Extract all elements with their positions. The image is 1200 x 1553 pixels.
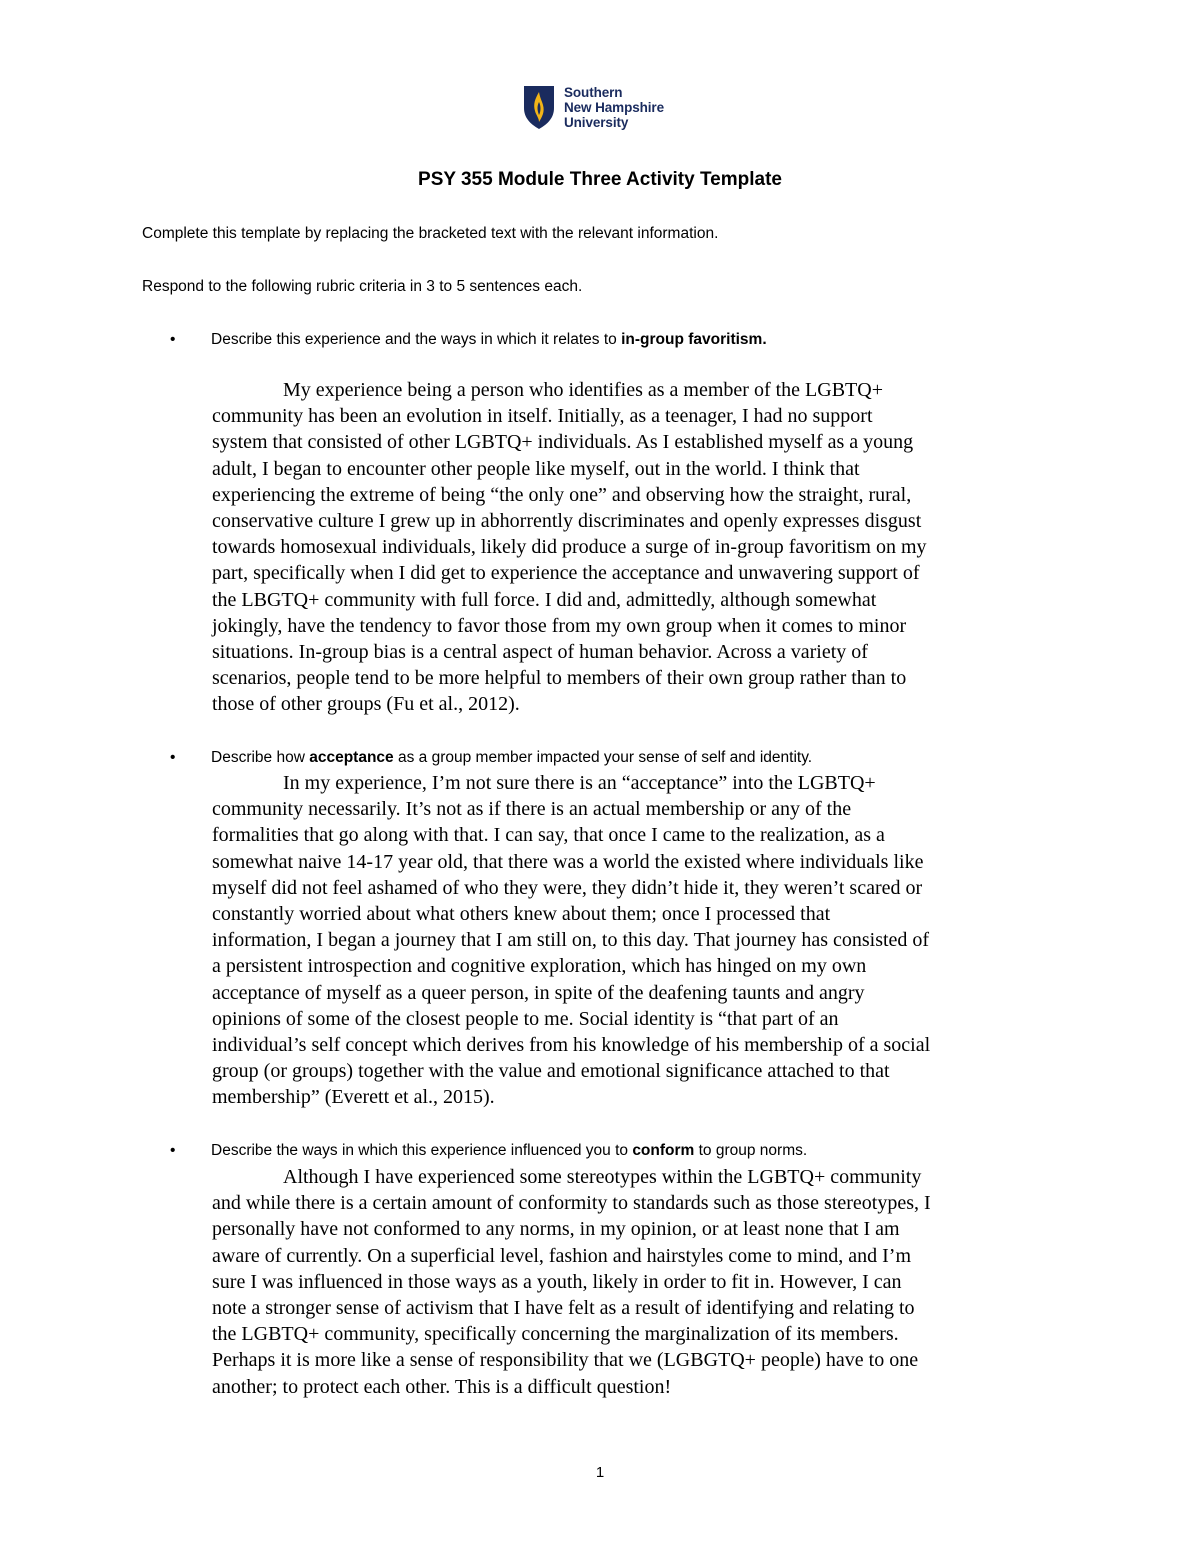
university-logo	[522, 84, 664, 130]
prompt-text: Describe this experience and the ways in which it relates to in-group favoritism.	[211, 331, 767, 348]
response-line: system that consisted of other LGBTQ+ individuals. As I established myself as a young	[212, 431, 914, 454]
response-line: the LBGTQ+ community with full force. I did and, admittedly, although somewhat	[212, 588, 877, 611]
response-line: individual’s self concept which derives from his knowledge of his membership of a social	[212, 1033, 931, 1056]
logo-wordmark	[564, 85, 664, 130]
response-line: a persistent introspection and cognitive exploration, which has hinged on my own	[212, 955, 867, 978]
response-line: experiencing the extreme of being “the only one” and observing how the straight, rural,	[212, 483, 912, 506]
instruction-line-1: Complete this template by replacing the bracketed text with the relevant information.	[142, 225, 719, 242]
response-line: scenarios, people tend to be more helpful to members of their own group rather than to	[212, 667, 907, 690]
response-line: the LGBTQ+ community, specifically concerning the marginalization of its members.	[212, 1323, 899, 1346]
page-number: 1	[595, 1464, 605, 1481]
response-line: personally have not conformed to any norms, in my opinion, or at least none that I am	[212, 1218, 900, 1241]
response-line: and while there is a certain amount of conformity to standards such as those stereotypes, I	[212, 1192, 931, 1215]
response-line: opinions of some of the closest people to me. Social identity is “that part of an	[212, 1007, 839, 1030]
response-line: My experience being a person who identifies as a member of the LGBTQ+	[283, 379, 883, 401]
response-line: Although I have experienced some stereotypes within the LGBTQ+ community	[283, 1166, 922, 1188]
bullet-icon: •	[170, 749, 176, 766]
response-line: community has been an evolution in itself. Initially, as a teenager, I had no support	[212, 405, 873, 428]
instruction-line-2: Respond to the following rubric criteria in 3 to 5 sentences each.	[142, 278, 583, 295]
response-line: constantly worried about what others knew about them; once I processed that	[212, 902, 831, 925]
logo-line-1: Southern	[564, 84, 623, 100]
response-line: situations. In-group bias is a central aspect of human behavior. Across a variety of	[212, 640, 868, 663]
response-line: adult, I began to encounter other people like myself, out in the world. I think that	[212, 457, 860, 480]
response-line: membership” (Everett et al., 2015).	[212, 1086, 495, 1109]
bullet-icon: •	[170, 1142, 176, 1159]
response-line: Perhaps it is more like a sense of responsibility that we (LGBGTQ+ people) have to one	[212, 1349, 919, 1372]
response-line: myself did not feel ashamed of who they were, they didn’t hide it, they weren’t scared or	[212, 876, 923, 899]
logo-line-3: University	[564, 114, 629, 130]
bullet-icon: •	[170, 331, 176, 348]
response-1	[212, 377, 1072, 717]
response-line: community necessarily. It’s not as if there is an actual membership or any of the	[212, 798, 852, 821]
response-line: jokingly, have the tendency to favor those from my own group when it comes to minor	[212, 614, 907, 637]
response-line: conservative culture I grew up in abhorrently discriminates and openly expresses disgust	[212, 509, 922, 532]
logo-line-2: New Hampshire	[564, 99, 664, 115]
shield-icon	[522, 84, 556, 130]
response-3	[212, 1164, 1072, 1400]
response-line: somewhat naive 14-17 year old, that there was a world the existed where individuals like	[212, 850, 924, 873]
response-line: acceptance of myself as a queer person, in spite of the deafening taunts and angry	[212, 981, 865, 1004]
response-line: aware of currently. On a superficial level, fashion and hairstyles come to mind, and I’m	[212, 1244, 912, 1267]
response-line: note a stronger sense of activism that I have felt as a result of identifying and relating to	[212, 1296, 915, 1319]
response-line: those of other groups (Fu et al., 2012).	[212, 693, 520, 716]
response-line: sure I was influenced in those ways as a youth, likely in order to fit in. However, I can	[212, 1270, 902, 1293]
response-line: part, specifically when I did get to experience the acceptance and unwavering support of	[212, 562, 920, 585]
response-line: In my experience, I’m not sure there is an “acceptance” into the LGBTQ+	[283, 772, 876, 794]
document-title: PSY 355 Module Three Activity Template	[418, 169, 782, 190]
response-line: towards homosexual individuals, likely did produce a surge of in-group favoritism on my	[212, 536, 927, 559]
response-line: information, I began a journey that I am still on, to this day. That journey has consisted of	[212, 929, 930, 952]
response-2	[212, 770, 1072, 1110]
prompt-text: Describe how acceptance as a group member impacted your sense of self and identity.	[211, 749, 813, 766]
prompt-text: Describe the ways in which this experience influenced you to conform to group norms.	[211, 1142, 808, 1159]
response-line: formalities that go along with that. I can say, that once I came to the realization, as a	[212, 824, 885, 847]
response-line: group (or groups) together with the value and emotional significance attached to that	[212, 1060, 890, 1083]
response-line: another; to protect each other. This is a difficult question!	[212, 1375, 672, 1398]
